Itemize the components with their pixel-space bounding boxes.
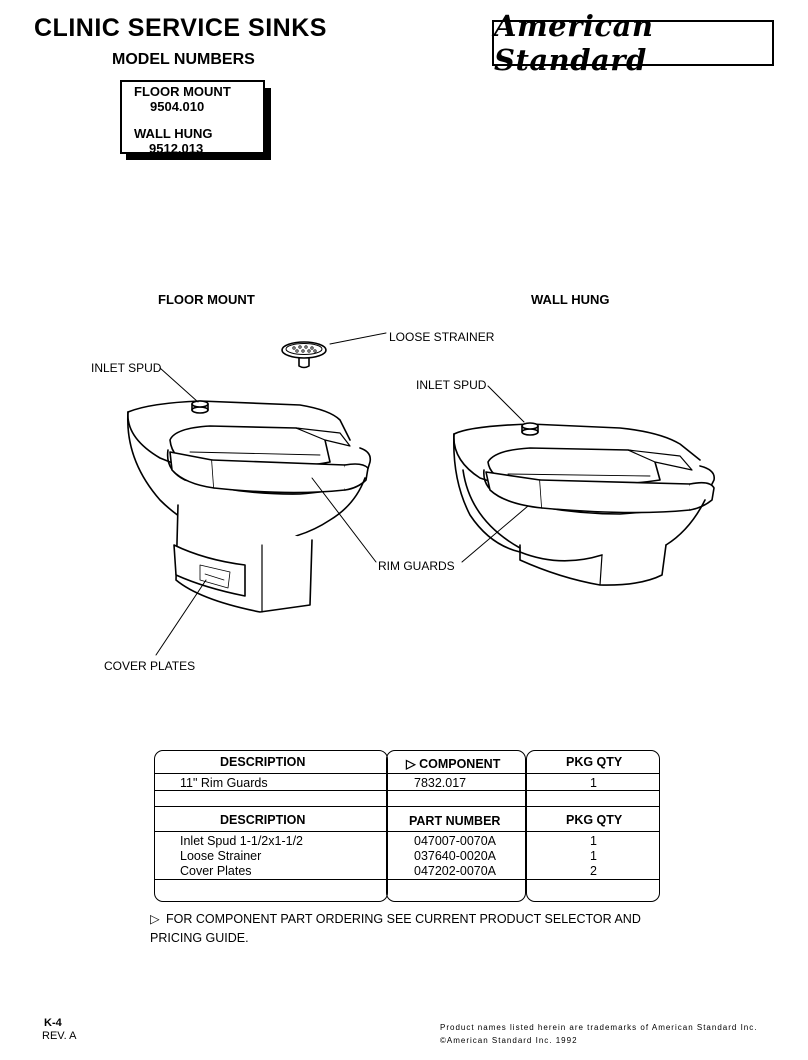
model-numbers-heading: MODEL NUMBERS — [112, 51, 255, 68]
footnote-text: FOR COMPONENT PART ORDERING SEE CURRENT PRODUCT SELECTOR AND PRICING GUIDE. — [150, 912, 641, 945]
part-row-number: 047202-0070A — [414, 864, 497, 878]
table-rule — [154, 831, 660, 832]
loose-strainer-callout: LOOSE STRAINER — [389, 330, 495, 344]
parts-pkg-qty-header: PKG QTY — [566, 813, 623, 827]
component-row-qty: 1 — [590, 776, 597, 790]
wall-hung-model-label: WALL HUNG — [134, 126, 213, 141]
copyright-notice: ©American Standard Inc. 1992 — [440, 1036, 578, 1045]
part-row-description: Loose Strainer — [180, 849, 262, 863]
table-rule — [154, 790, 660, 791]
parts-description-header: DESCRIPTION — [220, 813, 306, 827]
revision-label: REV. A — [42, 1030, 77, 1042]
inlet-spud-floor-callout: INLET SPUD — [91, 361, 162, 375]
table-rule — [154, 806, 660, 807]
floor-mount-model-number: 9504.010 — [150, 99, 205, 114]
component-row-number: 7832.017 — [414, 776, 467, 790]
component-pkg-qty-header: PKG QTY — [566, 755, 623, 769]
part-row-description: Inlet Spud 1-1/2x1-1/2 — [180, 834, 303, 848]
part-row-number: 037640-0020A — [414, 849, 497, 863]
page-title: CLINIC SERVICE SINKS — [34, 14, 327, 42]
inlet-spud-wall-callout: INLET SPUD — [416, 378, 487, 392]
component-row-description: 11" Rim Guards — [180, 776, 268, 790]
table-rule — [154, 773, 660, 774]
trademark-notice: Product names listed herein are trademarks of American Standard Inc. — [440, 1023, 758, 1032]
floor-mount-model-label: FLOOR MOUNT — [134, 84, 231, 99]
component-header: ▷ COMPONENT — [406, 757, 501, 771]
footer-page-info — [42, 1017, 76, 1043]
part-row-description: Cover Plates — [180, 864, 252, 878]
part-row-number: 047007-0070A — [414, 834, 497, 848]
footer-legal — [440, 1021, 757, 1047]
footnote — [150, 910, 670, 948]
wall-hung-title: WALL HUNG — [531, 292, 610, 307]
table-rule — [154, 879, 660, 880]
wall-hung-model-number: 9512.013 — [149, 141, 204, 156]
part-row-qty: 1 — [590, 849, 597, 863]
part-row-qty: 1 — [590, 834, 597, 848]
floor-mount-title: FLOOR MOUNT — [158, 292, 255, 307]
cover-plates-callout: COVER PLATES — [104, 659, 196, 673]
brand-logo-text: American Standard — [494, 9, 654, 77]
page-code: K-4 — [44, 1017, 62, 1029]
part-row-qty: 2 — [590, 864, 597, 878]
part-number-header: PART NUMBER — [409, 814, 501, 828]
component-description-header: DESCRIPTION — [220, 755, 306, 769]
rim-guards-callout: RIM GUARDS — [378, 559, 455, 573]
triangle-marker-icon: ▷ — [150, 912, 160, 926]
